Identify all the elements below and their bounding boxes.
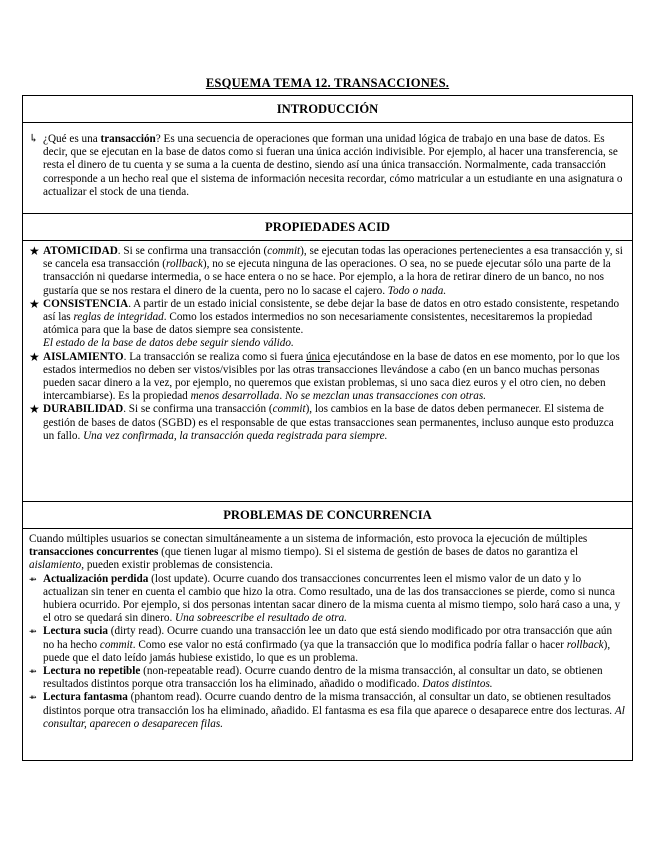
intro-paragraph: ↳ ¿Qué es una transacción? Es una secuencia de operaciones que forman una unidad lógica de trabajo en una base de datos. Es decir, que se ejecutan en la base de datos como si fueran una única acción indivisible. Por ejemplo, al hacer una transferencia, se resta el dinero de tu cuenta y se suma a la cuenta de destino, siendo así una única transacción. Normalmente, cada transacción corresponde a un hecho real que el sistema de información necesita recordar, cómo matricular a un estudiante en una asignatura o actualizar el stock de una tienda. [29, 133, 623, 198]
content-frame [22, 95, 633, 761]
star-bullet-icon: ★ [29, 244, 40, 258]
concurrency-heading: PROBLEMAS DE CONCURRENCIA [23, 501, 632, 529]
arrow-bullet-icon: ↳ [29, 133, 39, 145]
intro-heading: INTRODUCCIÓN [23, 96, 632, 123]
arrow-bullet-icon: ⇻ [29, 692, 37, 703]
concurrency-item-perdida: ⇻ Actualización perdida (lost update). Ocurre cuando dos transacciones concurrentes leen el mismo valor de un dato y lo actualizan sin tener en cuenta el cambio que hizo la otra. Como resultado, una de las dos transacciones se pierde, como si nunca hubiera ocurrido. Por ejemplo, si dos personas intentan sacar dinero de la misma cuenta al mismo tiempo, solo hará caso a una, y el otro se quedará sin dinero. Una sobreescribe el resultado de otra. [29, 572, 621, 625]
acid-heading: PROPIEDADES ACID [23, 213, 632, 241]
acid-section [29, 245, 626, 443]
concurrency-item-fantasma: ⇻ Lectura fantasma (phantom read). Ocurre cuando dentro de la misma transacción, al consultar un dato, se obtienen resultados distintos porque otra transacción los ha eliminado, añadido. El fantasma es esa fila que aparece o desaparece entre dos lecturas. Al consultar, aparecen o desaparecen filas. [29, 691, 625, 730]
arrow-bullet-icon: ⇻ [29, 573, 37, 584]
star-bullet-icon: ★ [29, 296, 40, 311]
acid-item-atomicidad: ★ ATOMICIDAD. Si se confirma una transacción (commit), se ejecutan todas las operaciones pertenecientes a esa transacción y, si se cancela esa transacción (rollback), no se ejecuta ninguna de las operaciones. O sea, no se puede ejecutar sólo una parte de la transacción ni quedarse intermedia, o se hace entera o no se hace. Por ejemplo, a la hora de retirar dinero de un banco, no nos gustaría que se nos restara el dinero de la cuenta, pero no lo sacase el cajero. Todo o nada. [29, 244, 623, 297]
star-bullet-icon: ★ [29, 402, 40, 417]
concurrency-item-sucia: ⇻ Lectura sucia (dirty read). Ocurre cuando una transacción lee un dato que está siendo modificado por otra transacción que aún no ha hecho commit. Como ese valor no está confirmado (ya que la transacción que lo modifica podría fallar o hacer rollback), puede que el dato leído jamás hubiese existido, lo que es un problema. [29, 625, 613, 664]
acid-item-durabilidad: ★ DURABILIDAD. Si se confirma una transacción (commit), los cambios en la base de datos deben permanecer. El sistema de gestión de bases de datos (SGBD) es el responsable de que estas transacciones sean permanentes, incluso aunque esto produzca un fallo. Una vez confirmada, la transacción queda registrada para siempre. [29, 402, 614, 442]
acid-item-aislamiento: ★ AISLAMIENTO. La transacción se realiza como si fuera única ejecutándose en la base de datos en ese momento, por lo que los estados intermedios no deben ser vistos/visibles por las otras transacciones llevándose a cabo (en un banco muchas personas pueden sacar dinero a la vez, por ejemplo, no queremos que existan problemas, si uno saca diez euros y el otro cien, no deben intercambiarse). Es la propiedad menos desarrollada. No se mezclan unas transacciones con otras. [29, 349, 620, 403]
intro-section [29, 133, 626, 199]
concurrency-item-norepetible: ⇻ Lectura no repetible (non-repeatable read). Ocurre cuando dentro de la misma transacción, al consultar un dato, se obtienen resultados distintos porque otra transacción los ha eliminado, añadido o modificado. Datos distintos. [29, 665, 603, 691]
arrow-bullet-icon: ⇻ [29, 666, 37, 677]
concurrency-intro: Cuando múltiples usuarios se conectan simultáneamente a un sistema de información, esto provoca la ejecución de múltiples transacciones concurrentes (que tienen lugar al mismo tiempo). Si el sistema de gestión de bases de datos no garantiza el aislamiento, pueden existir problemas de consistencia. [29, 533, 588, 572]
star-bullet-icon: ★ [29, 349, 40, 364]
acid-item-consistencia: ★ CONSISTENCIA. A partir de un estado inicial consistente, se debe dejar la base de datos en otro estado consistente, respetando así las reglas de integridad. Como los estados intermedios no son necesariamente consistentes, necesitaremos la propiedad atómica para que la base de datos siempre sea consistente. El estado de la base de datos debe seguir siendo válido. [29, 296, 620, 350]
document-title: ESQUEMA TEMA 12. TRANSACCIONES. [205, 76, 450, 90]
concurrency-section [29, 533, 626, 731]
arrow-bullet-icon: ⇻ [29, 626, 37, 637]
